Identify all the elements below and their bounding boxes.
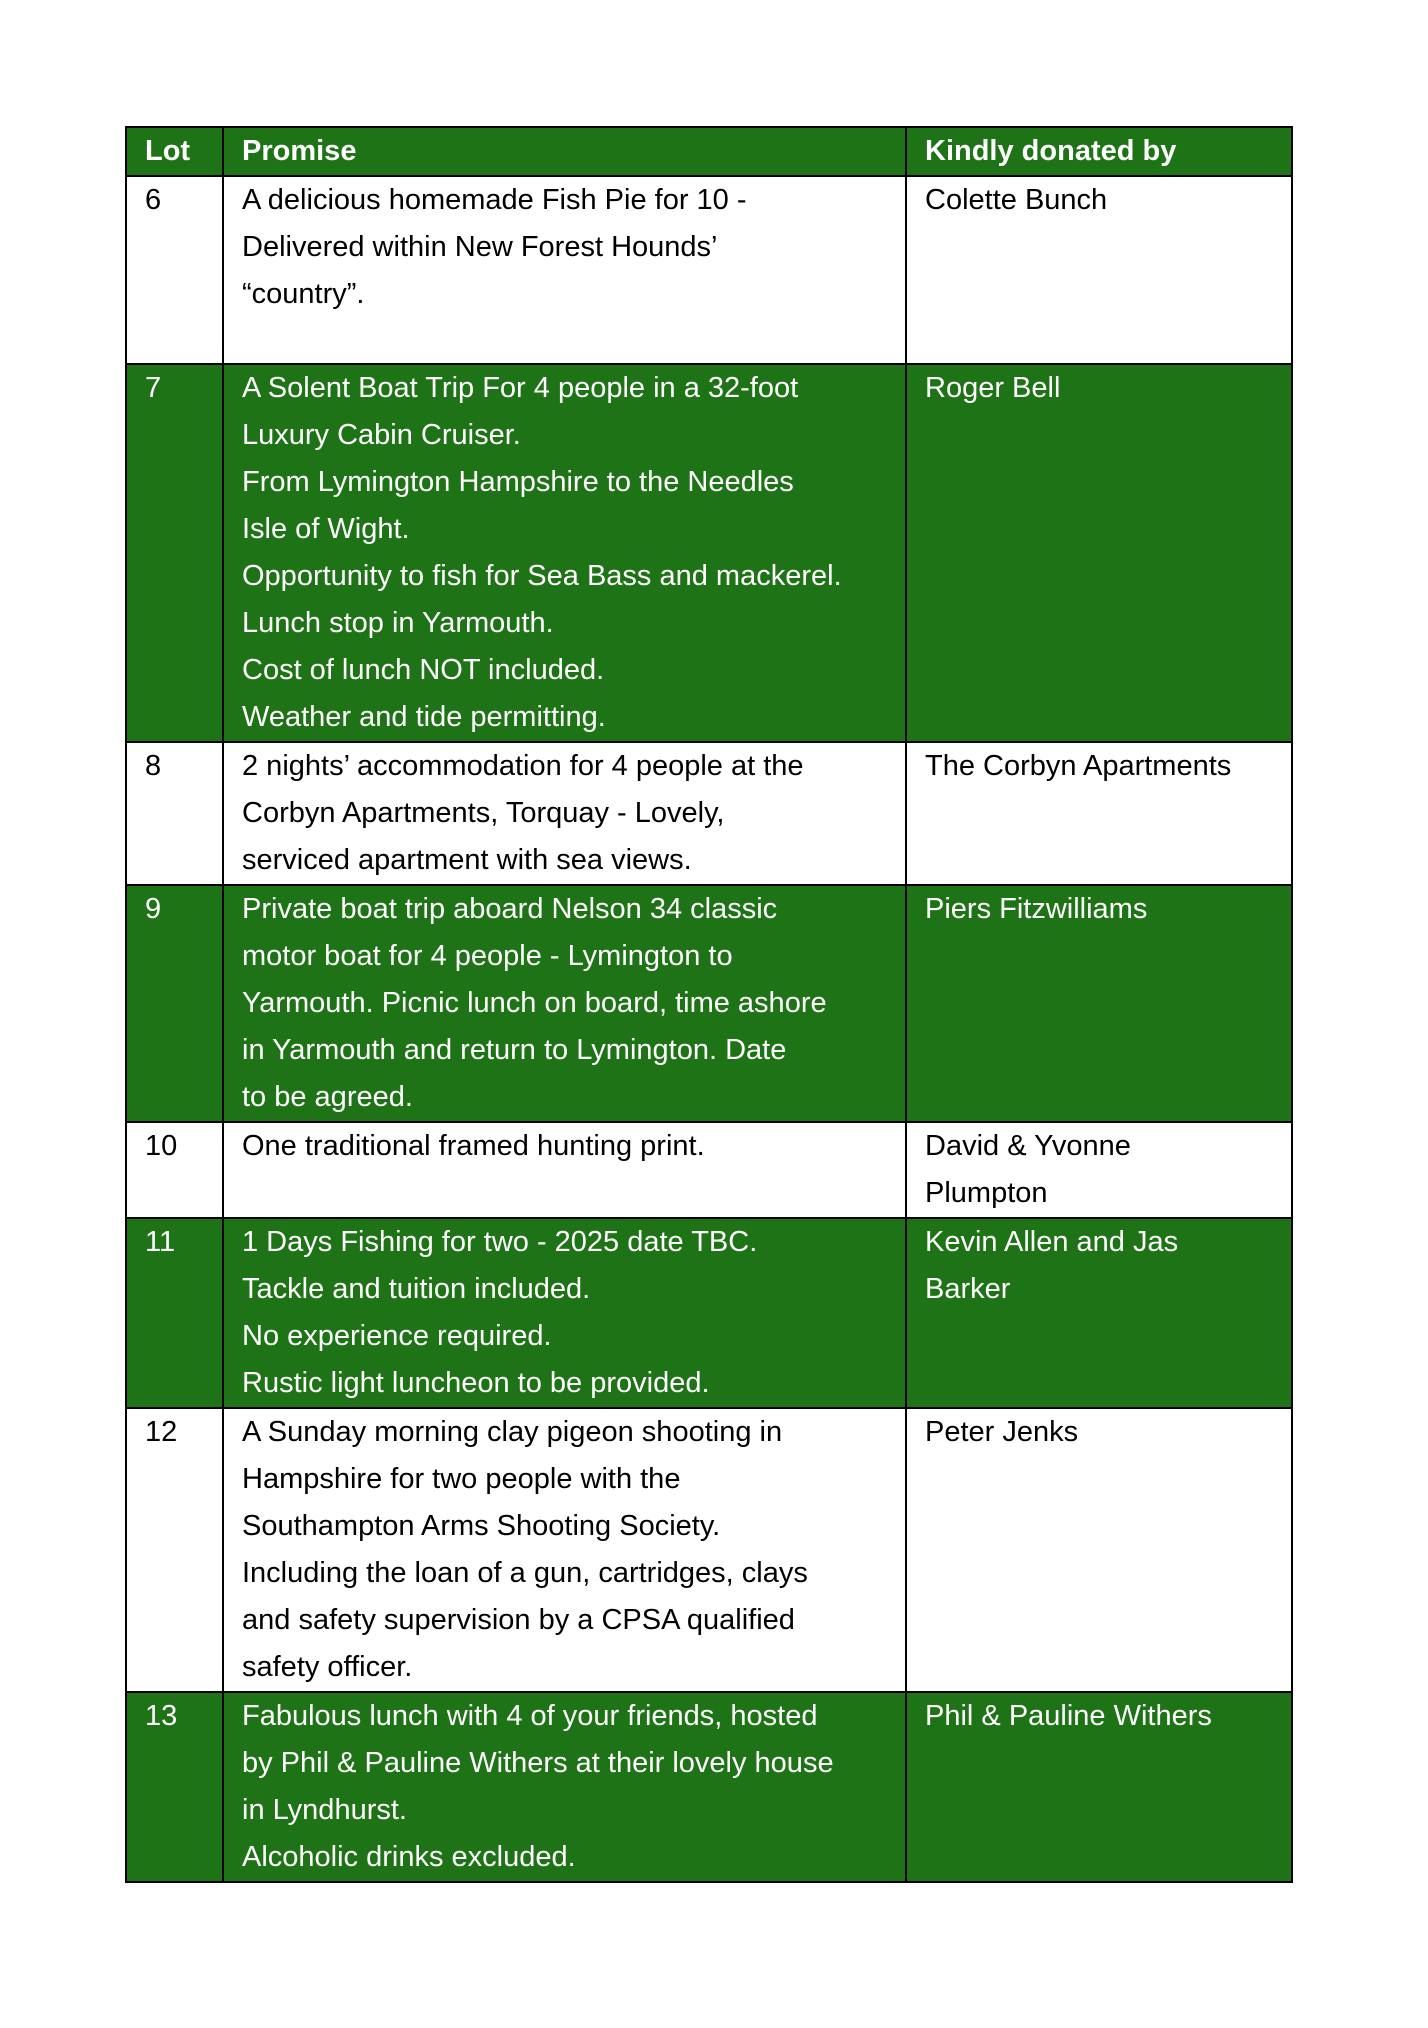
promise-line: From Lymington Hampshire to the Needles	[242, 466, 794, 498]
promise-line: motor boat for 4 people - Lymington to	[242, 940, 733, 972]
promise-line: Yarmouth. Picnic lunch on board, time ashore	[242, 987, 827, 1019]
promise-line: A delicious homemade Fish Pie for 10 -	[242, 184, 747, 216]
table-body	[126, 176, 1292, 1882]
header-donor: Kindly donated by	[906, 127, 1292, 176]
promise-cell	[223, 176, 906, 364]
table-row	[126, 364, 1292, 742]
donor-cell	[906, 1408, 1292, 1692]
lot-number: 10	[126, 1122, 223, 1218]
promise-line: A Solent Boat Trip For 4 people in a 32-foot	[242, 372, 799, 404]
donor-cell	[906, 1692, 1292, 1882]
table-row	[126, 742, 1292, 885]
auction-lots-table	[125, 126, 1293, 1883]
promise-line: Rustic light luncheon to be provided.	[242, 1367, 710, 1399]
promise-cell	[223, 364, 906, 742]
donor-line: Plumpton	[925, 1177, 1048, 1209]
lot-number: 8	[126, 742, 223, 885]
donor-line: David & Yvonne	[925, 1130, 1131, 1162]
lot-number: 6	[126, 176, 223, 364]
donor-cell	[906, 742, 1292, 885]
donor-cell	[906, 364, 1292, 742]
table-row	[126, 1692, 1292, 1882]
promise-line: Cost of lunch NOT included.	[242, 654, 605, 686]
lot-number: 7	[126, 364, 223, 742]
promise-line: by Phil & Pauline Withers at their lovely house	[242, 1747, 834, 1779]
promise-line: No experience required.	[242, 1320, 552, 1352]
donor-line: Peter Jenks	[925, 1416, 1079, 1448]
donor-cell	[906, 885, 1292, 1122]
lot-number: 12	[126, 1408, 223, 1692]
promise-line: in Lyndhurst.	[242, 1794, 407, 1826]
promise-line: in Yarmouth and return to Lymington. Date	[242, 1034, 787, 1066]
donor-line: Phil & Pauline Withers	[925, 1700, 1212, 1732]
promise-line: Hampshire for two people with the	[242, 1463, 681, 1495]
promise-line: Opportunity to fish for Sea Bass and mackerel.	[242, 560, 842, 592]
promise-line: Luxury Cabin Cruiser.	[242, 419, 521, 451]
promise-line: Lunch stop in Yarmouth.	[242, 607, 554, 639]
promise-line: Including the loan of a gun, cartridges, clays	[242, 1557, 808, 1589]
promise-cell	[223, 1122, 906, 1218]
promise-line: to be agreed.	[242, 1081, 413, 1113]
lot-number: 13	[126, 1692, 223, 1882]
donor-line: Piers Fitzwilliams	[925, 893, 1148, 925]
promise-line: A Sunday morning clay pigeon shooting in	[242, 1416, 783, 1448]
promise-line: One traditional framed hunting print.	[242, 1130, 705, 1162]
promise-cell	[223, 1692, 906, 1882]
donor-line: Barker	[925, 1273, 1011, 1305]
donor-line: Kevin Allen and Jas	[925, 1226, 1179, 1258]
promise-line: 1 Days Fishing for two - 2025 date TBC.	[242, 1226, 758, 1258]
table-row	[126, 1408, 1292, 1692]
promise-line: serviced apartment with sea views.	[242, 844, 692, 876]
promise-line: “country”.	[242, 278, 365, 310]
header-promise: Promise	[223, 127, 906, 176]
promise-line: and safety supervision by a CPSA qualified	[242, 1604, 795, 1636]
lot-number: 9	[126, 885, 223, 1122]
promise-line: Isle of Wight.	[242, 513, 410, 545]
promise-line: Alcoholic drinks excluded.	[242, 1841, 576, 1873]
promise-cell	[223, 1408, 906, 1692]
lot-number: 11	[126, 1218, 223, 1408]
promise-line: Tackle and tuition included.	[242, 1273, 591, 1305]
table-row	[126, 885, 1292, 1122]
promise-line: Corbyn Apartments, Torquay - Lovely,	[242, 797, 725, 829]
promise-line: Weather and tide permitting.	[242, 701, 606, 733]
table-row	[126, 176, 1292, 364]
donor-line: Roger Bell	[925, 372, 1061, 404]
promise-line: safety officer.	[242, 1651, 413, 1683]
donor-cell	[906, 1122, 1292, 1218]
promise-cell	[223, 1218, 906, 1408]
donor-cell	[906, 176, 1292, 364]
promise-line: 2 nights’ accommodation for 4 people at the	[242, 750, 804, 782]
donor-line: The Corbyn Apartments	[925, 750, 1232, 782]
promise-line: Delivered within New Forest Hounds’	[242, 231, 718, 263]
table-row	[126, 1218, 1292, 1408]
promise-cell	[223, 742, 906, 885]
table-header-row	[126, 127, 1292, 176]
promise-line: Fabulous lunch with 4 of your friends, hosted	[242, 1700, 818, 1732]
promise-cell	[223, 885, 906, 1122]
donor-line: Colette Bunch	[925, 184, 1108, 216]
promise-line: Private boat trip aboard Nelson 34 classic	[242, 893, 778, 925]
header-lot: Lot	[126, 127, 223, 176]
table-row	[126, 1122, 1292, 1218]
promise-line: Southampton Arms Shooting Society.	[242, 1510, 721, 1542]
donor-cell	[906, 1218, 1292, 1408]
